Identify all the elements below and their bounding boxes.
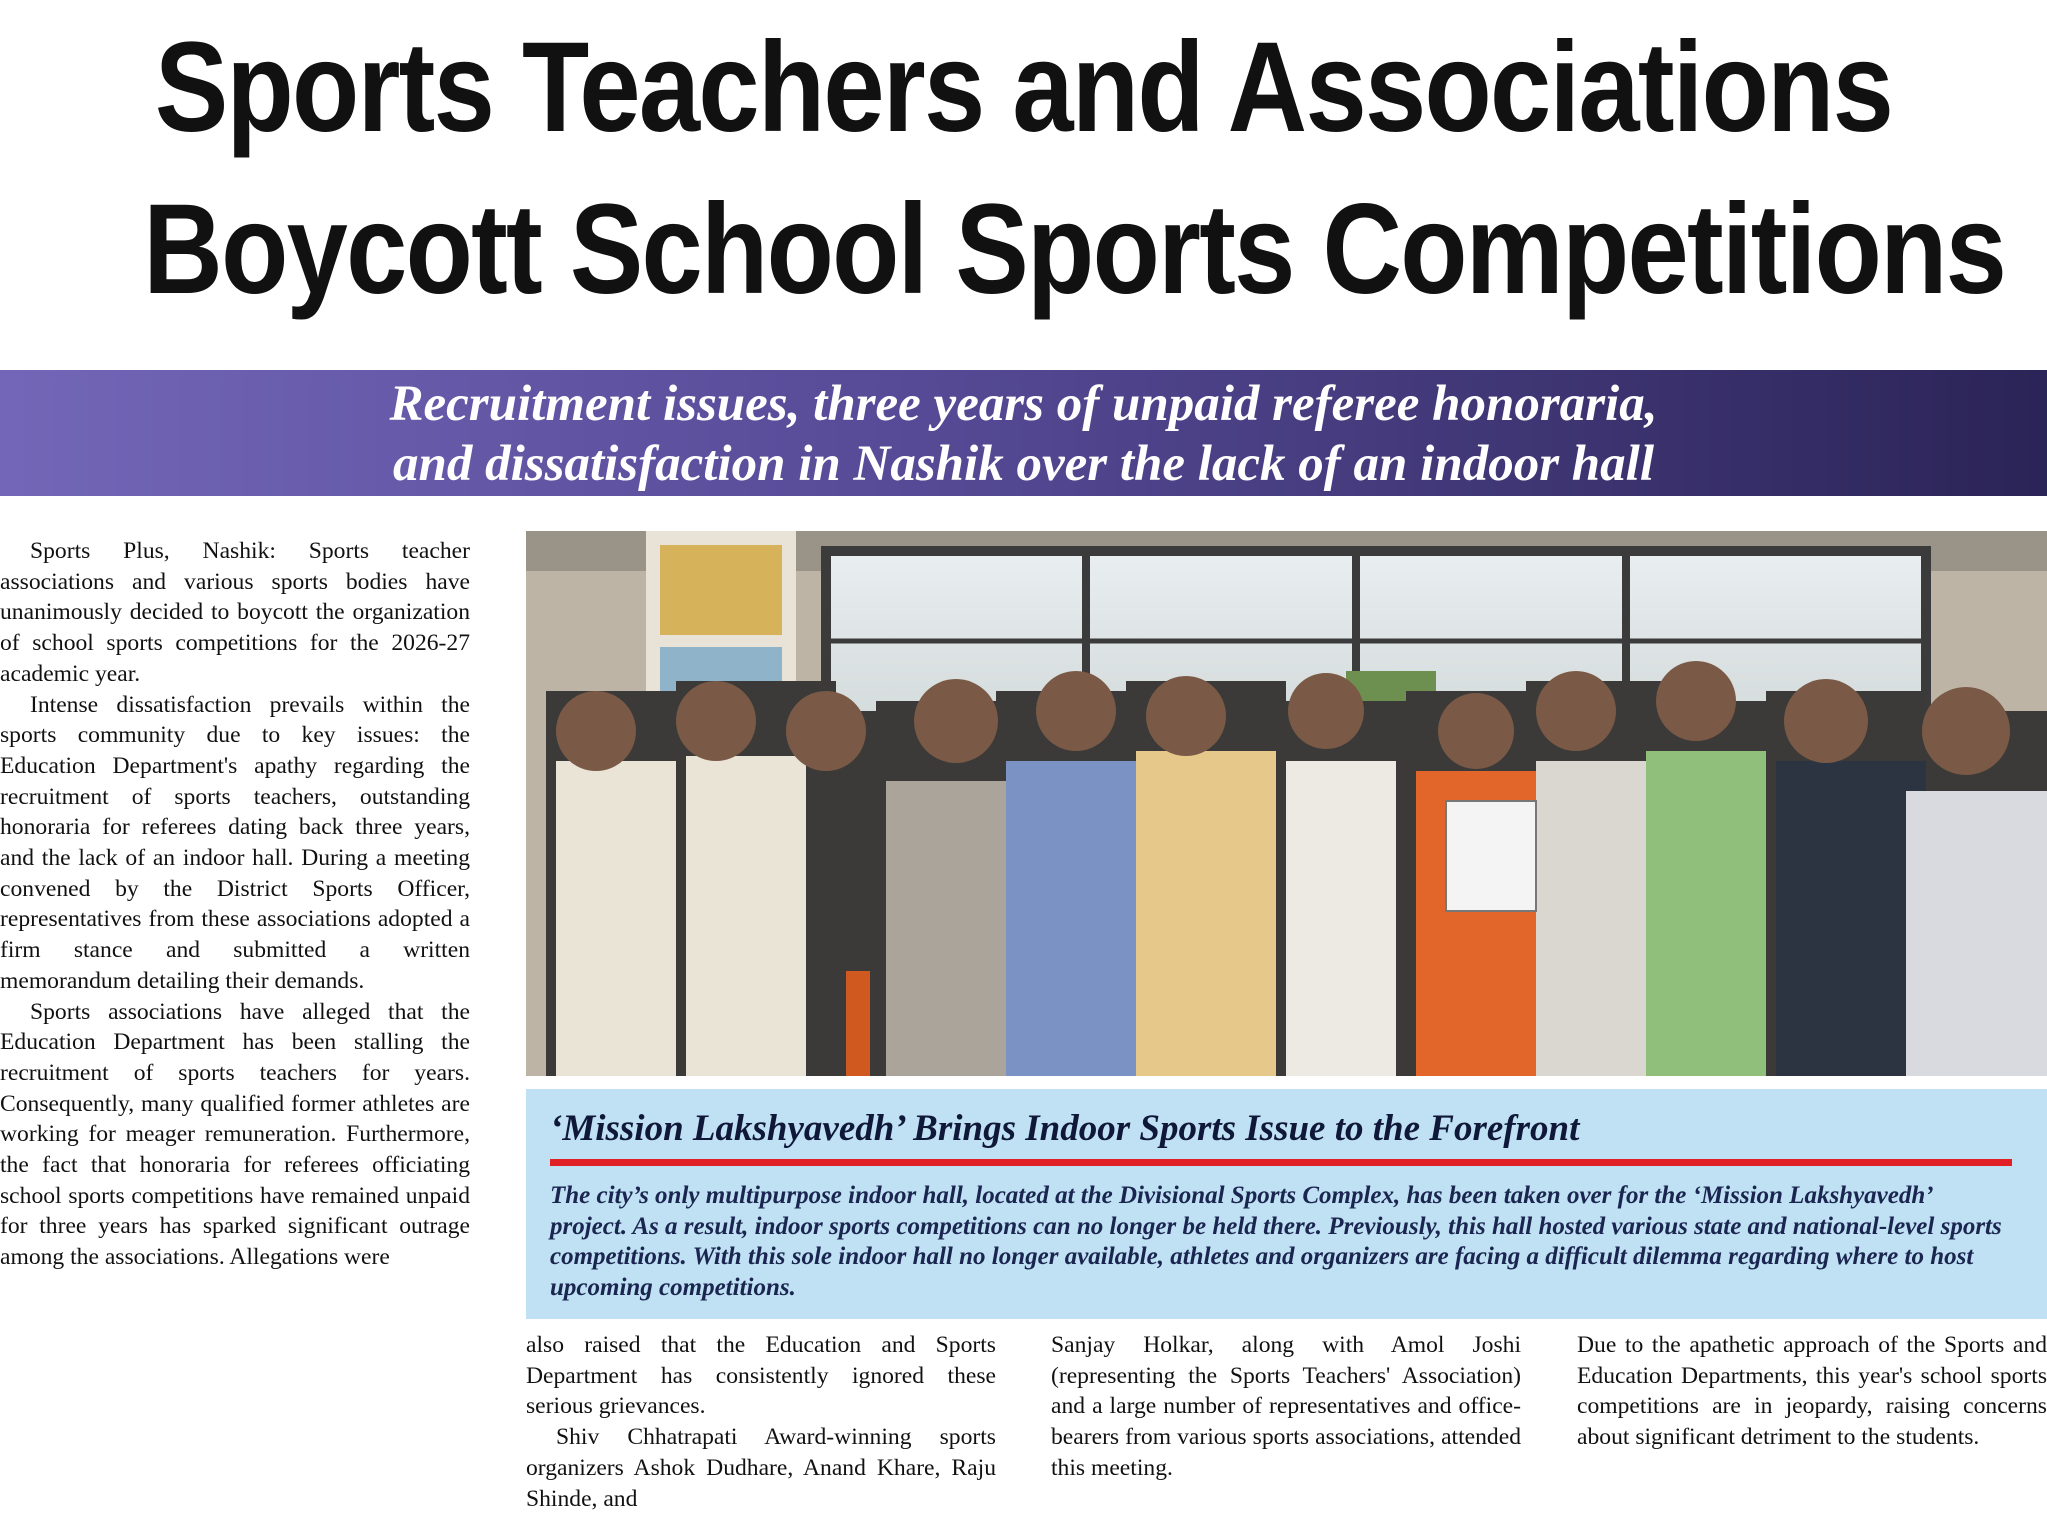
article-column-1 xyxy=(0,536,470,1518)
sidebar-box xyxy=(526,1089,2047,1319)
group-photo xyxy=(526,531,2047,1076)
article-column-4 xyxy=(1577,1330,2047,1518)
article-paragraph: Sports Plus, Nashik: Sports teacher associations and various sports bodies have unanimously decided to boycott the organization of school sports competitions for the 2026-27 academic year. xyxy=(0,538,470,687)
article-paragraph: Shiv Chhatrapati Award-winning sports organizers Ashok Dudhare, Anand Khare, Raju Shinde, and xyxy=(526,1424,996,1512)
sidebar-body: The city’s only multipurpose indoor hall, located at the Divisional Sports Complex, has been taken over for the ‘Mission Lakshyavedh’ project. As a result, indoor sports competitions can no longer be held there. Previously, this hall hosted various state and national-level sports competitions. With this sole indoor hall no longer available, athletes and organizers are facing a difficult dilemma regarding where to host upcoming competitions. xyxy=(550,1182,2002,1301)
article-paragraph: Sanjay Holkar, along with Amol Joshi (representing the Sports Teachers' Association) and a large number of representatives and office-bearers from various sports associations, attended this meeting. xyxy=(1051,1332,1521,1481)
subheadline-line-2: and dissatisfaction in Nashik over the lack of an indoor hall xyxy=(392,436,1654,492)
headline-line-1: Sports Teachers and Associations xyxy=(154,16,1893,159)
article-paragraph: also raised that the Education and Sports Department has consistently ignored these serious grievances. xyxy=(526,1332,996,1420)
sidebar-divider xyxy=(550,1159,2012,1166)
headline-line-2: Boycott School Sports Competitions xyxy=(143,178,2006,321)
article-paragraph: Due to the apathetic approach of the Sports and Education Departments, this year's school sports competitions are in jeopardy, raising concerns about significant detriment to the students. xyxy=(1577,1332,2047,1451)
sidebar-title: ‘Mission Lakshyavedh’ Brings Indoor Sports Issue to the Forefront xyxy=(550,1108,1580,1149)
subheadline-line-1: Recruitment issues, three years of unpaid referee honoraria, xyxy=(389,376,1658,432)
subheadline-band xyxy=(0,370,2047,496)
article-column-2 xyxy=(526,1330,996,1518)
article-column-3 xyxy=(1051,1330,1521,1518)
article-paragraph: Intense dissatisfaction prevails within the sports community due to key issues: the Education Department's apathy regarding the recruitment of sports teachers, outstanding honoraria for referees dating back three years, and the lack of an indoor hall. During a meeting convened by the District Sports Officer, representatives from these associations adopted a firm stance and submitted a written memorandum detailing their demands. xyxy=(0,691,470,994)
article-paragraph: Sports associations have alleged that the Education Department has been stalling the recruitment of sports teachers for years. Consequently, many qualified former athletes are working for meager remuneration. Furthermore, the fact that honoraria for referees officiating school sports competitions have remained unpaid for three years has sparked significant outrage among the associations. Allegations were xyxy=(0,998,470,1271)
